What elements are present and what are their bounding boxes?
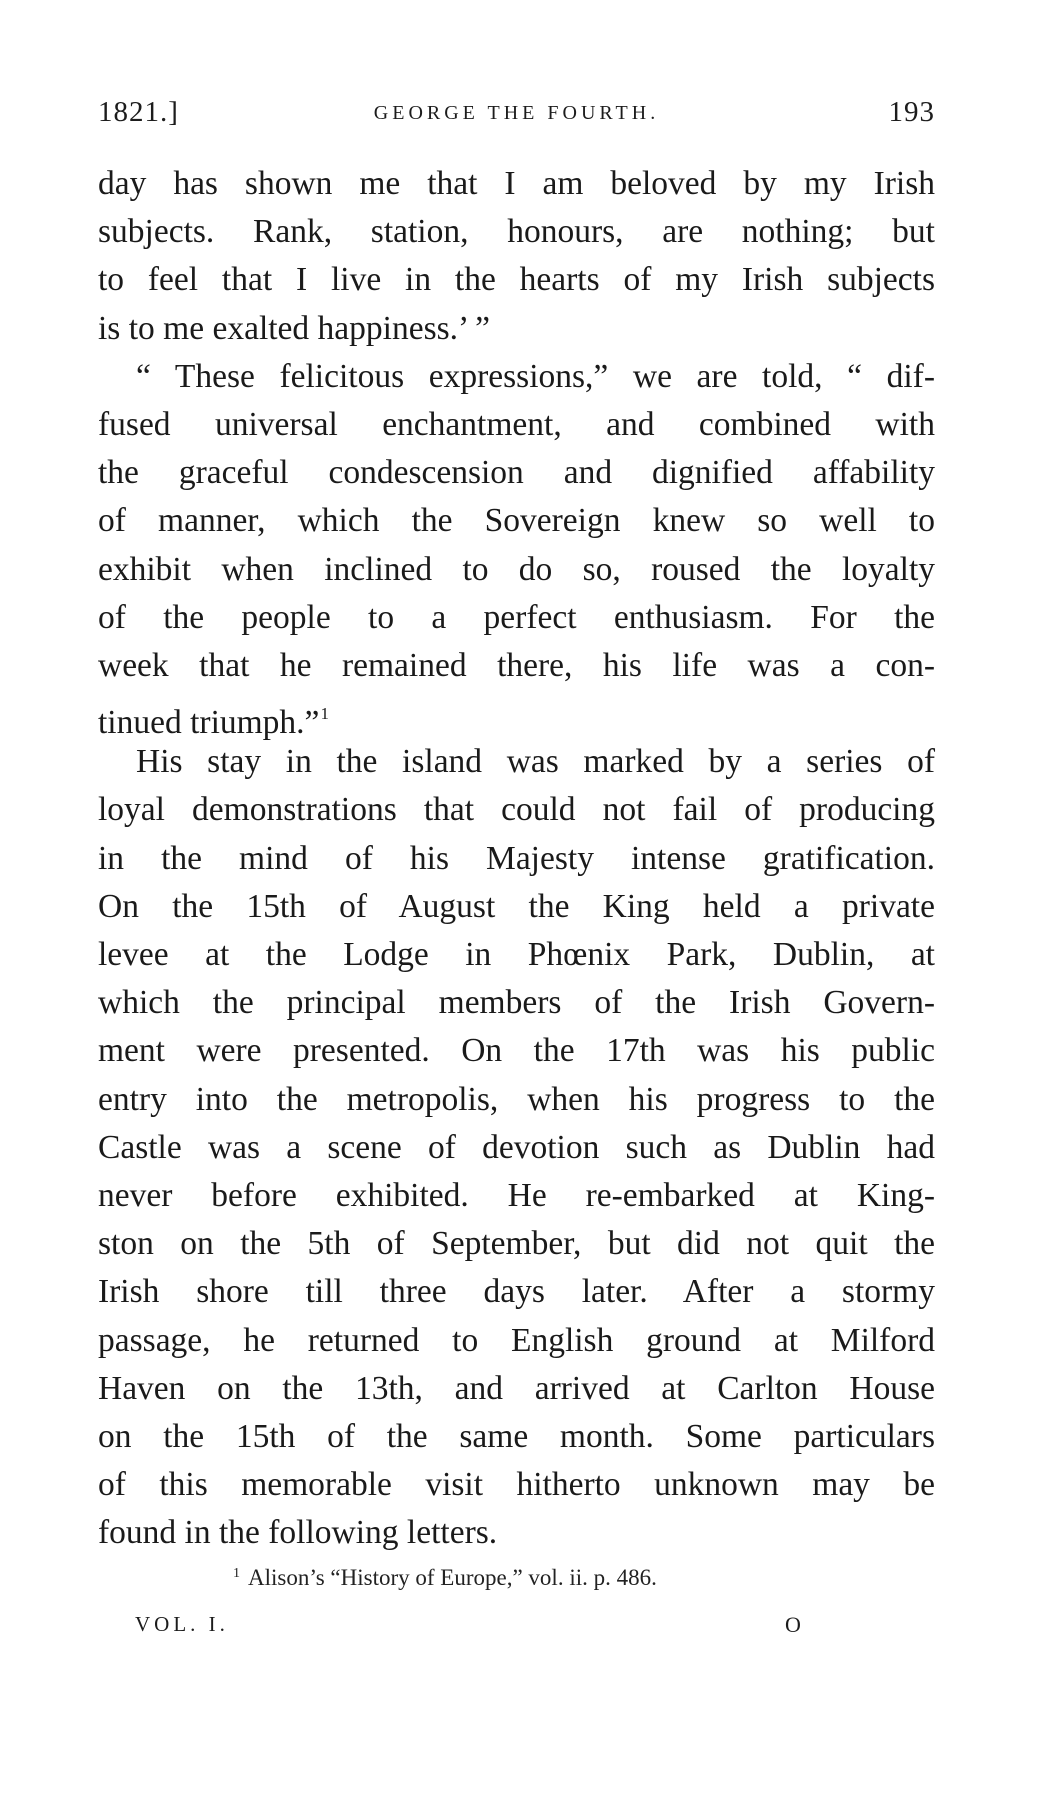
signature-volume: VOL. I.	[135, 1612, 229, 1636]
text-line: the graceful condescension and dignified affability	[98, 454, 935, 492]
text-line: which the principal members of the Irish Govern-	[98, 984, 935, 1022]
footnote-text: Alison’s “History of Europe,” vol. ii. p. 486.	[248, 1565, 657, 1590]
text-line: never before exhibited. He re-embarked at King-	[98, 1176, 935, 1214]
footnote	[233, 1565, 657, 1591]
text-line-content: tinued triumph.”	[98, 704, 320, 742]
text-line: exhibit when inclined to do so, roused the loyalty	[98, 550, 935, 588]
header-title: GEORGE THE FOURTH.	[373, 102, 660, 124]
text-line: found in the following letters.	[98, 1514, 498, 1552]
text-line: fused universal enchantment, and combined with	[98, 405, 935, 443]
text-line: of manner, which the Sovereign knew so well to	[98, 502, 935, 540]
page-number: 193	[888, 96, 935, 128]
text-line: Irish shore till three days later. After a stormy	[98, 1273, 935, 1311]
text-line: entry into the metropolis, when his progress to the	[98, 1080, 935, 1118]
text-line: Castle was a scene of devotion such as Dublin had	[98, 1128, 935, 1166]
text-line: in the mind of his Majesty intense gratification.	[98, 839, 935, 877]
text-line: on the 15th of the same month. Some particulars	[98, 1417, 935, 1455]
text-line: levee at the Lodge in Phœnix Park, Dublin, at	[98, 936, 935, 973]
text-line: of the people to a perfect enthusiasm. For the	[98, 598, 935, 636]
text-line: loyal demonstrations that could not fail of producing	[98, 791, 935, 829]
signature-letter: O	[785, 1612, 801, 1637]
text-line: day has shown me that I am beloved by my Irish	[98, 165, 935, 202]
text-line: week that he remained there, his life was a con-	[98, 646, 935, 684]
text-line: Haven on the 13th, and arrived at Carlton House	[98, 1369, 935, 1407]
body-text	[98, 160, 935, 1557]
text-line: On the 15th of August the King held a private	[98, 887, 935, 925]
text-line-with-footnote	[98, 690, 935, 742]
text-line: ston on the 5th of September, but did not quit the	[98, 1225, 935, 1263]
text-line: to feel that I live in the hearts of my Irish subjects	[98, 261, 935, 299]
text-line: is to me exalted happiness.’ ”	[98, 309, 490, 347]
text-line: passage, he returned to English ground at Milford	[98, 1321, 935, 1359]
footnote-reference: 1	[320, 704, 329, 724]
running-header	[98, 96, 935, 136]
text-line: subjects. Rank, station, honours, are nothing; but	[98, 213, 935, 251]
header-year: 1821.]	[98, 96, 179, 128]
text-line: of this memorable visit hitherto unknown may be	[98, 1466, 935, 1504]
text-line: “ These felicitous expressions,” we are told, “ dif-	[136, 357, 935, 395]
text-line: ment were presented. On the 17th was his public	[98, 1032, 935, 1070]
text-line: His stay in the island was marked by a series of	[136, 743, 935, 781]
footnote-marker: 1	[233, 1566, 240, 1581]
